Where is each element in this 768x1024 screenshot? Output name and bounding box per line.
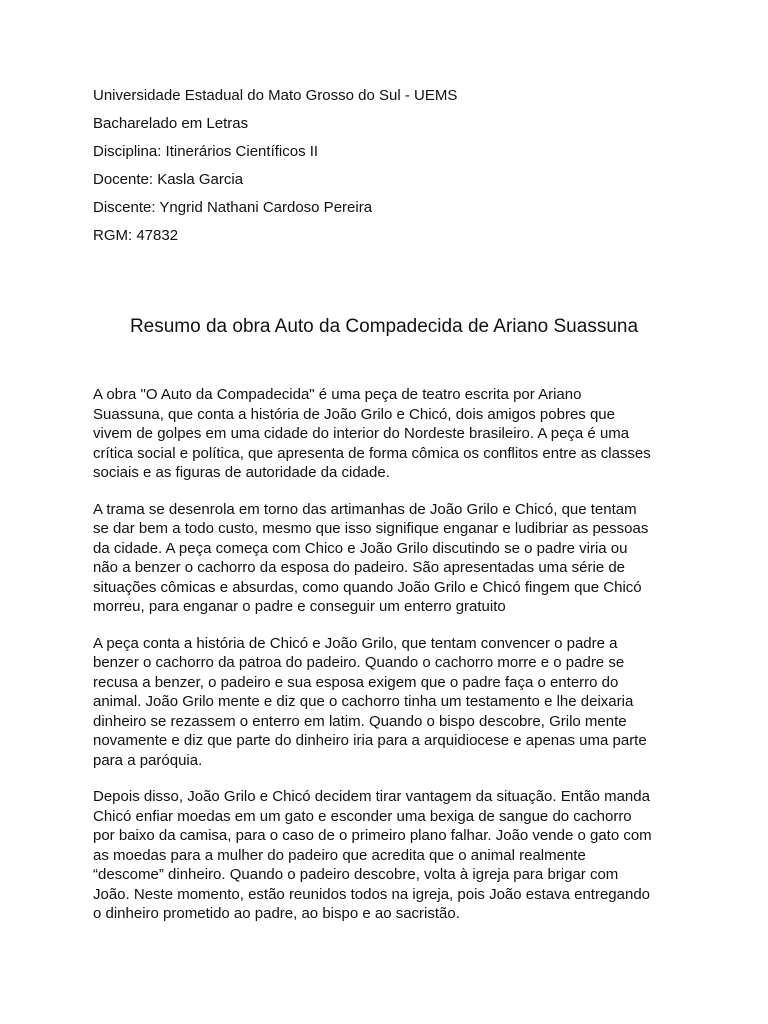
document-title: Resumo da obra Auto da Compadecida de Ariano Suassuna (129, 316, 639, 337)
paragraph-1 (93, 385, 683, 483)
paragraph-line: se dar bem a todo custo, mesmo que isso signifique enganar e ludibriar as pessoas (93, 520, 649, 537)
paragraph-line: A peça conta a história de Chicó e João Grilo, que tentam convencer o padre a (93, 634, 618, 652)
paragraph-line: “descome” dinheiro. Quando o padeiro descobre, volta à igreja para brigar com (93, 866, 619, 883)
rgm-line: RGM: 47832 (93, 227, 179, 244)
paragraph-line: situações cômicas e absurdas, como quando João Grilo e Chicó fingem que Chicó (93, 578, 642, 596)
paragraph-line: da cidade. A peça começa com Chico e João Grilo discutindo se o padre viria ou (93, 539, 628, 557)
paragraph-line: animal. João Grilo mente e diz que o cachorro tinha um testamento e lhe deixaria (93, 693, 634, 710)
paragraph-line: crítica social e política, que apresenta de forma cômica os conflitos entre as classes (93, 444, 651, 462)
paragraph-line: benzer o cachorro da patroa do padeiro. Quando o cachorro morre e o padre se (93, 654, 625, 671)
paragraph-3 (93, 634, 683, 771)
paragraph-line: vivem de golpes em uma cidade do interior do Nordeste brasileiro. A peça é uma (93, 425, 630, 442)
paragraph-line: o dinheiro prometido ao padre, ao bispo e ao sacristão. (93, 905, 460, 922)
paragraph-line: João. Neste momento, estão reunidos todos na igreja, pois João estava entregando (93, 885, 651, 903)
paragraph-line: Depois disso, João Grilo e Chicó decidem tirar vantagem da situação. Então manda (93, 788, 650, 805)
paragraph-line: para a paróquia. (93, 751, 203, 769)
paragraph-4 (93, 787, 683, 924)
paragraph-line: as moedas para a mulher do padeiro que acredita que o animal realmente (93, 846, 586, 864)
paragraph-line: dinheiro se rezassem o enterro em latim. Quando o bispo descobre, Grilo mente (93, 712, 627, 730)
university-line: Universidade Estadual do Mato Grosso do Sul - UEMS (93, 87, 458, 104)
paragraph-line: sociais e as figuras de autoridade da cidade. (93, 464, 390, 481)
document-body (93, 385, 683, 941)
paragraph-line: A trama se desenrola em torno das artimanhas de João Grilo e Chicó, que tentam (93, 500, 637, 518)
course-line: Bacharelado em Letras (93, 115, 249, 132)
paragraph-line: morreu, para enganar o padre e conseguir um enterro gratuito (93, 598, 506, 615)
document-header (93, 86, 693, 254)
paragraph-line: por baixo da camisa, para o caso de o primeiro plano falhar. João vende o gato com (93, 827, 652, 844)
paragraph-line: novamente e diz que parte do dinheiro iria para a arquidiocese e apenas uma parte (93, 732, 647, 749)
paragraph-line: A obra "O Auto da Compadecida" é uma peça de teatro escrita por Ariano (93, 386, 582, 403)
paragraph-line: Suassuna, que conta a história de João Grilo e Chicó, dois amigos pobres que (93, 405, 615, 423)
student-line: Discente: Yngrid Nathani Cardoso Pereira (93, 199, 373, 216)
paragraph-line: não a benzer o cachorro da esposa do padeiro. São apresentadas uma série de (93, 559, 626, 576)
teacher-line: Docente: Kasla Garcia (93, 171, 244, 188)
paragraph-2 (93, 500, 683, 617)
paragraph-line: recusa a benzer, o padeiro e sua esposa exigem que o padre faça o enterro do (93, 673, 619, 691)
discipline-line: Disciplina: Itinerários Científicos II (93, 143, 319, 160)
paragraph-line: Chicó enfiar moedas em um gato e esconder uma bexiga de sangue do cachorro (93, 807, 632, 825)
